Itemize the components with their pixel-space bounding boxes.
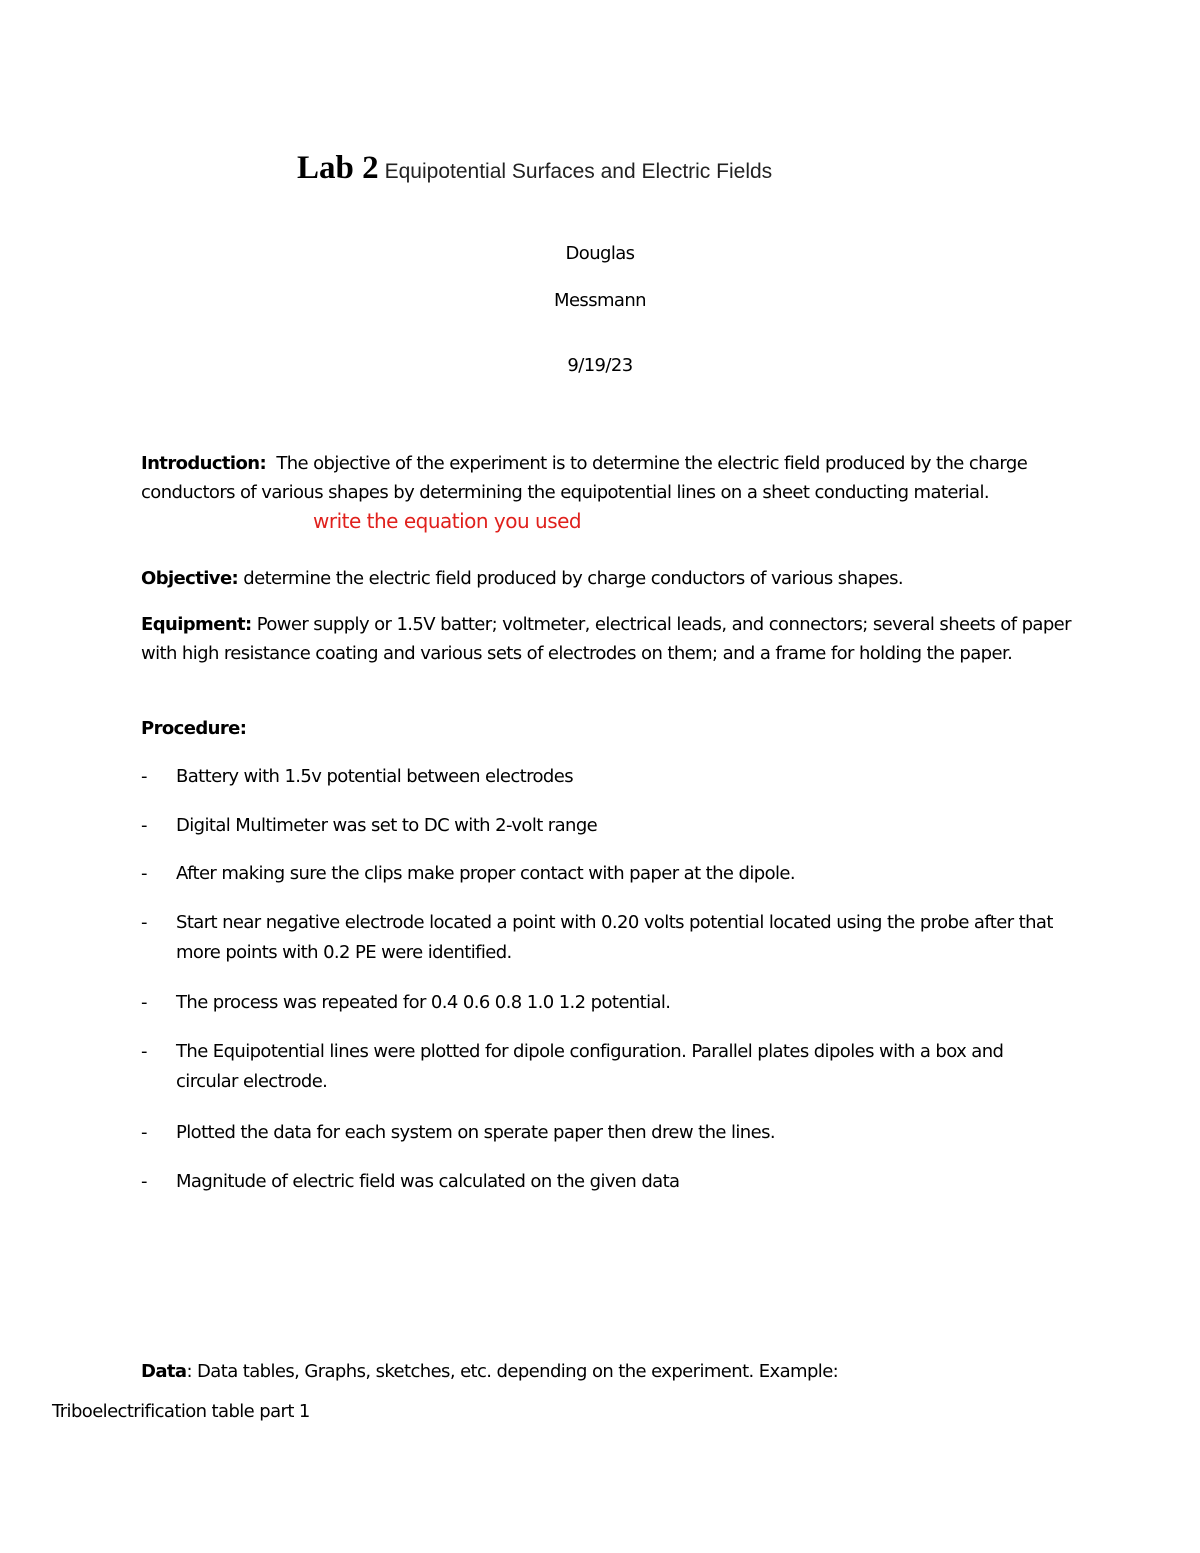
grader-comment: write the equation you used [313,509,582,533]
bullet-dash: - [141,766,147,787]
procedure-item-text: The process was repeated for 0.4 0.6 0.8 1.0 1.2 potential. [176,992,671,1013]
procedure-item-text: Battery with 1.5v potential between electrodes [176,766,574,787]
bullet-dash: - [141,1171,147,1192]
objective-paragraph [141,564,1081,593]
bullet-dash: - [141,815,147,836]
report-date: 9/19/23 [567,355,633,376]
author-last-name: Messmann [554,290,646,311]
bullet-dash: - [141,863,147,884]
introduction-paragraph [141,449,1081,507]
procedure-item-text: The Equipotential lines were plotted for dipole configuration. Parallel plates dipoles with a box and circular electrode. [176,1041,1004,1092]
table-caption: Triboelectrification table part 1 [52,1401,310,1422]
procedure-item-text: Digital Multimeter was set to DC with 2-volt range [176,815,598,836]
lab-number: Lab 2 [297,150,379,186]
document-title [297,150,772,187]
procedure-label: Procedure: [141,718,247,739]
data-text: : Data tables, Graphs, sketches, etc. depending on the experiment. Example: [186,1361,839,1382]
objective-label: Objective: [141,568,239,589]
equipment-paragraph [141,610,1081,668]
data-label: Data [141,1361,187,1382]
lab-subtitle: Equipotential Surfaces and Electric Fields [384,160,773,183]
bullet-dash: - [141,912,147,933]
introduction-label: Introduction: [141,453,267,474]
procedure-item-text: Magnitude of electric field was calculated on the given data [176,1171,680,1192]
equipment-label: Equipment: [141,614,252,635]
bullet-dash: - [141,992,147,1013]
procedure-item-text: Plotted the data for each system on sperate paper then drew the lines. [176,1122,775,1143]
bullet-dash: - [141,1041,147,1062]
procedure-item-text: After making sure the clips make proper contact with paper at the dipole. [176,863,795,884]
equipment-text: Power supply or 1.5V batter; voltmeter, electrical leads, and connectors; several sheets of paper with high resistance coating and various sets of electrodes on them; and a frame for holding the paper. [141,614,1071,664]
procedure-item-text: Start near negative electrode located a point with 0.20 volts potential located using the probe after that more points with 0.2 PE were identified. [176,912,1053,963]
data-section-line [141,1361,838,1382]
objective-text: determine the electric field produced by charge conductors of various shapes. [243,568,904,589]
procedure-heading [141,714,1081,743]
introduction-text: The objective of the experiment is to determine the electric field produced by the charge conductors of various shapes by determining the equipotential lines on a sheet conducting material. [141,453,1028,503]
author-first-name: Douglas [565,243,635,264]
bullet-dash: - [141,1122,147,1143]
